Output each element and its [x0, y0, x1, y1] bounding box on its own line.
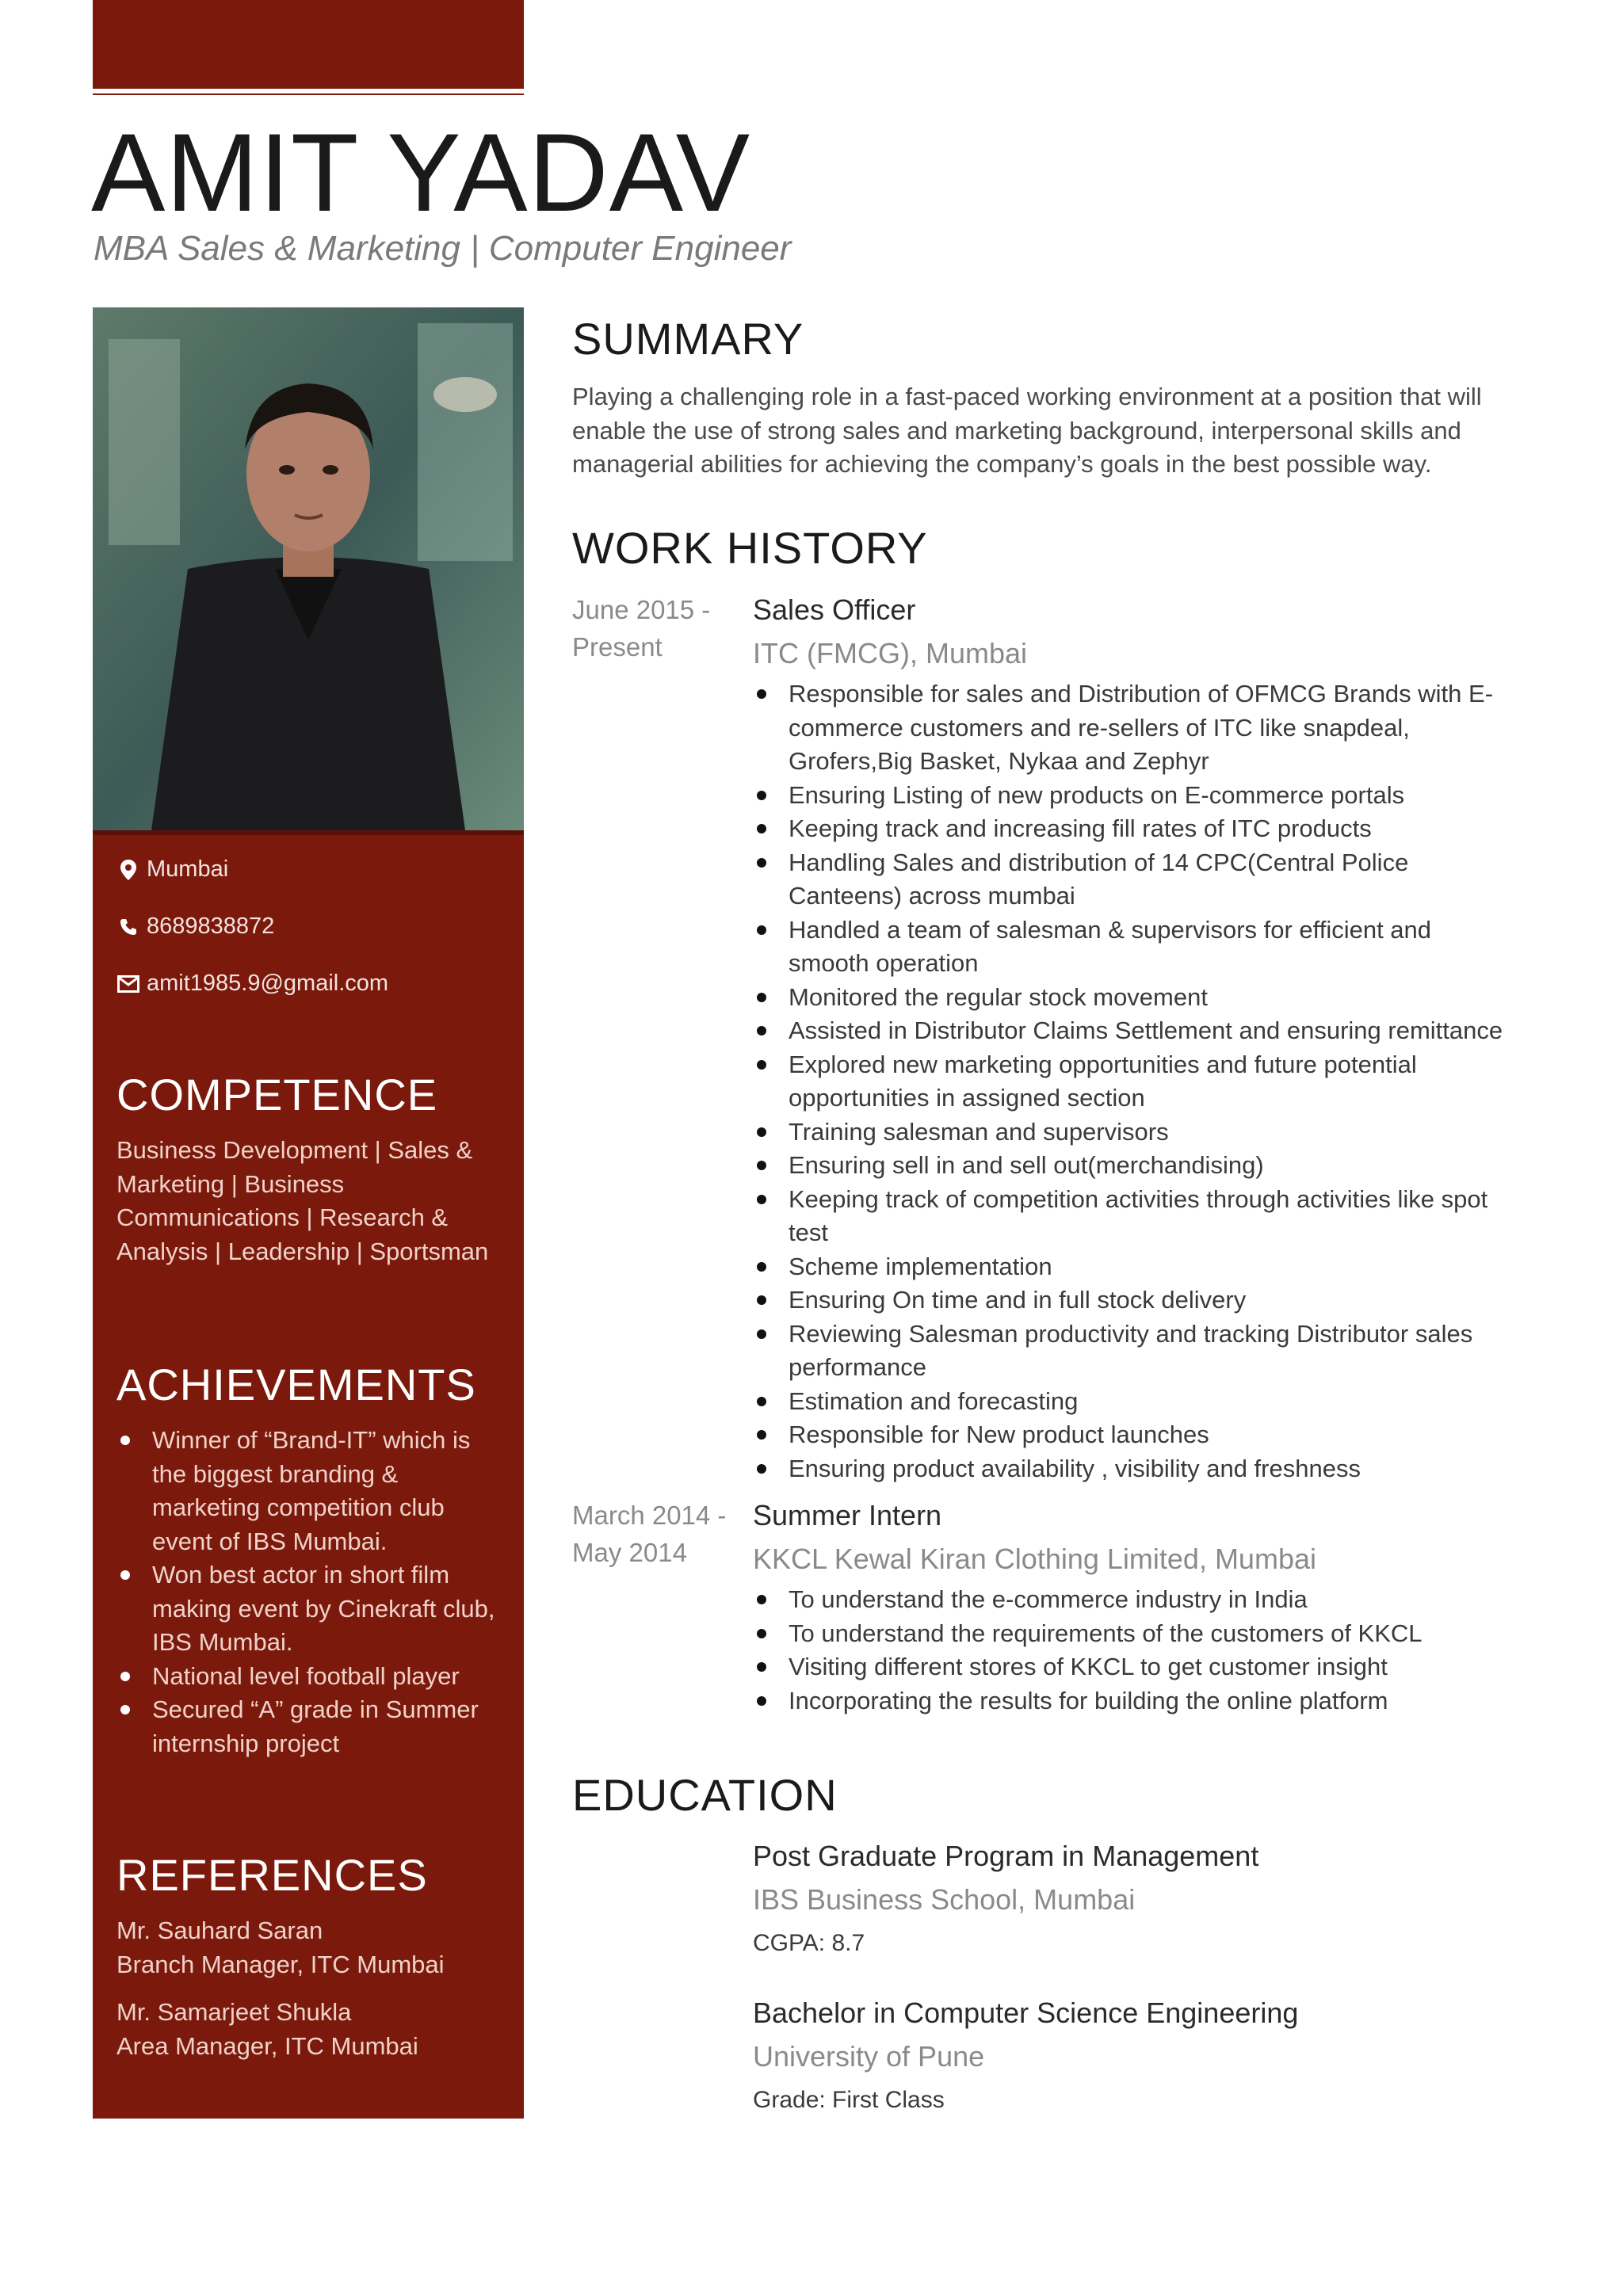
- job-company: KKCL Kewal Kiran Clothing Limited, Mumbai: [753, 1543, 1316, 1575]
- phone-text[interactable]: 8689838872: [147, 913, 275, 939]
- list-item: Ensuring Listing of new products on E-commerce portals: [753, 779, 1514, 813]
- education-note: CGPA: 8.7: [753, 1930, 865, 1956]
- list-item: Ensuring sell in and sell out(merchandising): [753, 1149, 1514, 1183]
- achievements-heading: ACHIEVEMENTS: [116, 1360, 476, 1409]
- references-heading: REFERENCES: [116, 1850, 428, 1900]
- profile-photo: [93, 307, 524, 830]
- photo-divider: [93, 830, 524, 835]
- list-item: Handling Sales and distribution of 14 CPC(Central Police Canteens) across mumbai: [753, 846, 1514, 913]
- sidebar: [93, 307, 524, 2119]
- list-item: To understand the requirements of the customers of KKCL: [753, 1617, 1514, 1651]
- job-company: ITC (FMCG), Mumbai: [753, 637, 1027, 669]
- candidate-name: AMIT YADAV: [91, 110, 751, 235]
- work-history-heading: WORK HISTORY: [572, 523, 928, 573]
- profile-photo-illustration: [93, 307, 524, 830]
- contact-location: [116, 856, 228, 883]
- list-item: Secured “A” grade in Summer internship project: [116, 1693, 505, 1760]
- top-accent-rule: [93, 93, 524, 95]
- phone-icon: [116, 915, 140, 939]
- list-item: Monitored the regular stock movement: [753, 981, 1514, 1015]
- top-accent-bar: [93, 0, 524, 89]
- job-title: Summer Intern: [753, 1499, 942, 1531]
- reference-role: Area Manager, ITC Mumbai: [116, 2031, 418, 2060]
- list-item: Reviewing Salesman productivity and tracking Distributor sales performance: [753, 1318, 1514, 1385]
- competence-text: Business Development | Sales & Marketing | Business Communications | Research & Analysis | Leadership | Sportsman: [116, 1136, 489, 1265]
- list-item: Won best actor in short film making event by Cinekraft club, IBS Mumbai.: [116, 1558, 505, 1660]
- list-item: Incorporating the results for building the online platform: [753, 1684, 1514, 1718]
- list-item: Visiting different stores of KKCL to get customer insight: [753, 1650, 1514, 1684]
- list-item: Scheme implementation: [753, 1250, 1514, 1284]
- contact-email: [116, 971, 388, 997]
- list-item: Ensuring On time and in full stock delivery: [753, 1283, 1514, 1318]
- list-item: Handled a team of salesman & supervisors for efficient and smooth operation: [753, 913, 1514, 981]
- reference-role: Branch Manager, ITC Mumbai: [116, 1950, 445, 1978]
- reference-2: [116, 1996, 418, 2063]
- reference-1: [116, 1914, 445, 1981]
- list-item: Responsible for sales and Distribution of OFMCG Brands with E-commerce customers and re-sellers of ITC like snapdeal, Grofers,Big Basket, Nykaa and Zephyr: [753, 677, 1514, 779]
- list-item: Estimation and forecasting: [753, 1385, 1514, 1419]
- list-item: Training salesman and supervisors: [753, 1116, 1514, 1150]
- job-title: Sales Officer: [753, 593, 916, 626]
- job-dates: June 2015 - Present: [572, 595, 711, 662]
- candidate-subtitle: MBA Sales & Marketing | Computer Engineer: [94, 229, 792, 268]
- list-item: To understand the e-commerce industry in India: [753, 1583, 1514, 1617]
- reference-name: Mr. Samarjeet Shukla: [116, 1998, 352, 2026]
- education-school: University of Pune: [753, 2040, 985, 2073]
- list-item: National level football player: [116, 1660, 505, 1694]
- reference-name: Mr. Sauhard Saran: [116, 1917, 323, 1944]
- summary-heading: SUMMARY: [572, 314, 804, 364]
- list-item: Explored new marketing opportunities and future potential opportunities in assigned section: [753, 1048, 1514, 1116]
- list-item: Keeping track and increasing fill rates of ITC products: [753, 812, 1514, 846]
- job-bullets: [753, 1583, 1514, 1718]
- email-link[interactable]: amit1985.9@gmail.com: [147, 971, 389, 996]
- map-marker-icon: [116, 858, 140, 882]
- job-dates: March 2014 - May 2014: [572, 1501, 727, 1567]
- education-school: IBS Business School, Mumbai: [753, 1883, 1136, 1916]
- job-bullets: [753, 677, 1514, 1486]
- list-item: Assisted in Distributor Claims Settlement and ensuring remittance: [753, 1014, 1514, 1048]
- list-item: Keeping track of competition activities through activities like spot test: [753, 1183, 1514, 1250]
- summary-text: Playing a challenging role in a fast-paced working environment at a position that will enable the use of strong sales and marketing background, interpersonal skills and managerial abilities for achieving the company’s goals in the best possible way.: [572, 383, 1482, 478]
- list-item: Ensuring product availability , visibility and freshness: [753, 1452, 1514, 1486]
- contact-phone: [116, 913, 274, 940]
- list-item: Winner of “Brand-IT” which is the biggest branding & marketing competition club event of IBS Mumbai.: [116, 1424, 505, 1558]
- education-degree: Bachelor in Computer Science Engineering: [753, 1997, 1299, 2029]
- education-degree: Post Graduate Program in Management: [753, 1840, 1259, 1872]
- envelope-icon: [116, 972, 140, 996]
- list-item: Responsible for New product launches: [753, 1418, 1514, 1452]
- education-heading: EDUCATION: [572, 1770, 838, 1820]
- achievements-list: [116, 1424, 505, 1760]
- competence-heading: COMPETENCE: [116, 1070, 438, 1119]
- location-text: Mumbai: [147, 856, 229, 882]
- education-note: Grade: First Class: [753, 2087, 945, 2113]
